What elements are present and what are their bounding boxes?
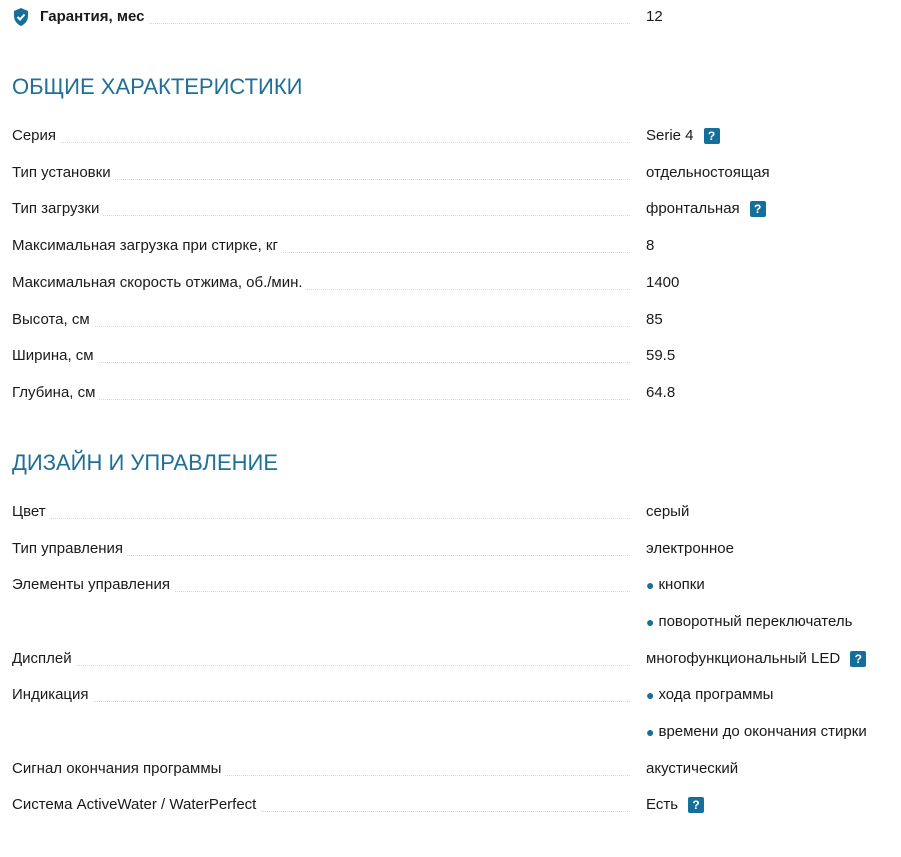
leader-dots: [12, 399, 630, 400]
spec-value: электронное: [646, 540, 734, 557]
help-icon[interactable]: ?: [850, 651, 866, 667]
leader-dots: [12, 142, 630, 143]
spec-value: акустический: [646, 760, 739, 777]
spec-value-text: поворотный переключатель: [658, 613, 853, 630]
spec-value-text: времени до окончания стирки: [658, 723, 867, 740]
spec-label: Тип загрузки: [12, 200, 103, 218]
spec-label: Цвет: [12, 503, 50, 521]
spec-value-text: фронтальная: [646, 200, 740, 217]
bullet-icon: ●: [646, 614, 655, 630]
spec-value-text: хода программы: [658, 686, 774, 703]
spec-label: Тип установки: [12, 164, 115, 182]
spec-value: отдельностоящая: [646, 164, 770, 181]
bullet-icon: ●: [646, 577, 655, 593]
help-icon[interactable]: ?: [688, 797, 704, 813]
spec-row-height: [0, 308, 901, 332]
spec-row-control-type: [0, 537, 901, 561]
spec-value: 64.8: [646, 384, 676, 401]
leader-dots: [12, 518, 630, 519]
spec-value: 85: [646, 311, 663, 328]
spec-row-indication: [0, 683, 901, 707]
spec-value: [646, 686, 773, 704]
section-title-general: ОБЩИЕ ХАРАКТЕРИСТИКИ: [12, 74, 303, 99]
spec-row-load-type: [0, 197, 901, 221]
spec-value: [646, 127, 720, 145]
spec-value: 1400: [646, 274, 680, 291]
spec-value-text: Serie 4: [646, 127, 694, 144]
spec-row-activewater: [0, 793, 901, 817]
spec-row-width: [0, 344, 901, 368]
spec-value: [646, 796, 704, 814]
bullet-icon: ●: [646, 687, 655, 703]
leader-dots: [12, 701, 630, 702]
warranty-row: [0, 0, 901, 30]
spec-label: Серия: [12, 127, 60, 145]
spec-label: Дисплей: [12, 650, 76, 668]
spec-label: Тип управления: [12, 540, 127, 558]
spec-label: Глубина, см: [12, 384, 99, 402]
spec-row-spin-speed: [0, 271, 901, 295]
spec-value: [646, 650, 866, 668]
shield-check-icon: [12, 7, 30, 27]
spec-label: Индикация: [12, 686, 93, 704]
spec-value-text: кнопки: [658, 576, 705, 593]
spec-value: [646, 576, 705, 594]
spec-row-controls-cont: [0, 610, 901, 634]
spec-value: серый: [646, 503, 690, 520]
spec-row-display: [0, 647, 901, 671]
help-icon[interactable]: ?: [750, 201, 766, 217]
spec-value: [646, 723, 867, 741]
spec-label: Максимальная скорость отжима, об./мин.: [12, 274, 307, 292]
spec-row-install-type: [0, 161, 901, 185]
spec-row-series: [0, 124, 901, 148]
spec-label: Система ActiveWater / WaterPerfect: [12, 796, 260, 814]
warranty-value: 12: [646, 8, 663, 25]
spec-value: [646, 200, 766, 218]
spec-value: 59.5: [646, 347, 676, 364]
section-title-design: ДИЗАЙН И УПРАВЛЕНИЕ: [12, 450, 278, 475]
warranty-label: Гарантия, мес: [40, 8, 148, 26]
spec-label: Высота, см: [12, 311, 94, 329]
spec-row-indication-cont: [0, 720, 901, 744]
spec-label: Максимальная загрузка при стирке, кг: [12, 237, 282, 255]
spec-row-end-signal: [0, 757, 901, 781]
spec-row-depth: [0, 381, 901, 405]
spec-value-text: многофункциональный LED: [646, 650, 841, 667]
bullet-icon: ●: [646, 724, 655, 740]
leader-dots: [12, 215, 630, 216]
spec-label: Элементы управления: [12, 576, 174, 594]
help-icon[interactable]: ?: [704, 128, 720, 144]
spec-label: Сигнал окончания программы: [12, 760, 225, 778]
spec-row-color: [0, 500, 901, 524]
leader-dots: [12, 362, 630, 363]
spec-label: Ширина, см: [12, 347, 98, 365]
leader-dots: [12, 326, 630, 327]
leader-dots: [12, 665, 630, 666]
spec-value: 8: [646, 237, 655, 254]
spec-value: [646, 613, 852, 631]
spec-row-max-load: [0, 234, 901, 258]
spec-value-text: Есть: [646, 796, 679, 813]
spec-row-controls: [0, 573, 901, 597]
